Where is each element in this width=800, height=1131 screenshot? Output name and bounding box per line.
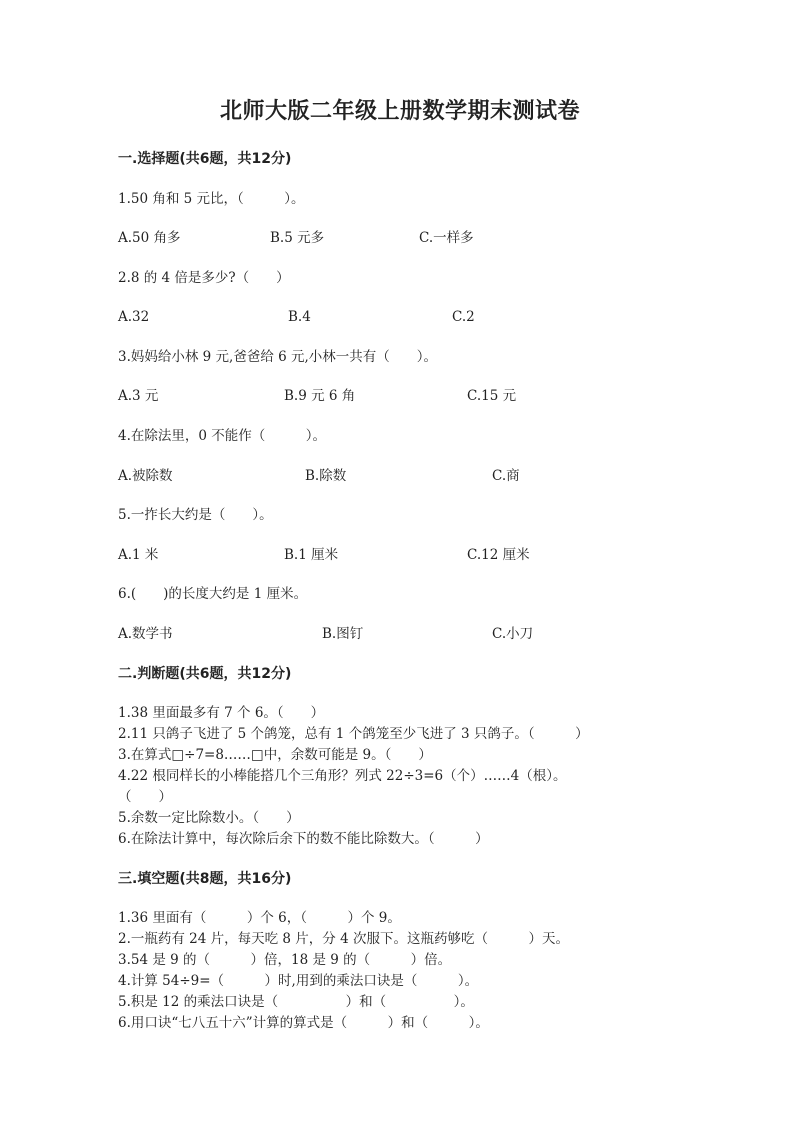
judge-item-3: 3.在算式□÷7=8……□中，余数可能是 9。（ ）	[118, 747, 432, 763]
choice-6-option-a: A.数学书	[118, 626, 173, 642]
choice-3-option-b: B.9 元 6 角	[284, 388, 356, 404]
choice-question-2: 2.8 的 4 倍是多少?（ ）	[118, 270, 290, 286]
choice-2-option-b: B.4	[288, 309, 311, 325]
choice-6-option-b: B.图钉	[322, 626, 364, 642]
choice-6-option-c: C.小刀	[492, 626, 534, 642]
judge-item-5: 5.余数一定比除数小。（ ）	[118, 810, 300, 826]
choice-1-option-c: C.一样多	[419, 230, 474, 246]
page-title: 北师大版二年级上册数学期末测试卷	[219, 99, 580, 124]
choice-4-option-a: A.被除数	[118, 468, 173, 484]
choice-4-option-b: B.除数	[305, 468, 347, 484]
choice-1-option-a: A.50 角多	[118, 230, 181, 246]
judge-item-4: 4.22 根同样长的小棒能搭几个三角形？列式 22÷3=6（个）……4（根）。	[118, 768, 567, 784]
choice-1-option-b: B.5 元多	[270, 230, 325, 246]
fill-item-1: 1.36 里面有（ ）个 6，（ ）个 9。	[118, 910, 401, 926]
choice-question-3: 3.妈妈给小林 9 元,爸爸给 6 元,小林一共有（ ）。	[118, 349, 438, 365]
choice-3-option-c: C.15 元	[467, 388, 517, 404]
fill-item-6: 6.用口诀“七八五十六”计算的算式是（ ）和（ ）。	[118, 1015, 489, 1031]
choice-2-option-c: C.2	[452, 309, 475, 325]
judge-item-4-bracket: （ ）	[118, 789, 172, 805]
choice-5-option-c: C.12 厘米	[467, 547, 530, 563]
section-heading-judge: 二.判断题(共6题，共12分)	[118, 666, 292, 682]
fill-item-5: 5.积是 12 的乘法口诀是（ ）和（ ）。	[118, 994, 474, 1010]
fill-item-2: 2.一瓶药有 24 片，每天吃 8 片，分 4 次服下。这瓶药够吃（ ）天。	[118, 931, 569, 947]
choice-5-option-a: A.1 米	[118, 547, 159, 563]
judge-item-1: 1.38 里面最多有 7 个 6。（ ）	[118, 705, 325, 721]
choice-2-option-a: A.32	[118, 309, 150, 325]
choice-question-4: 4.在除法里，0 不能作（ ）。	[118, 428, 327, 444]
fill-item-3: 3.54 是 9 的（ ）倍，18 是 9 的（ ）倍。	[118, 952, 452, 968]
fill-item-4: 4.计算 54÷9=（ ）时,用到的乘法口诀是（ ）。	[118, 973, 479, 989]
choice-question-1: 1.50 角和 5 元比，（ ）。	[118, 191, 305, 207]
choice-question-6: 6.( )的长度大约是 1 厘米。	[118, 586, 308, 602]
choice-5-option-b: B.1 厘米	[284, 547, 339, 563]
choice-4-option-c: C.商	[492, 468, 520, 484]
section-heading-fill: 三.填空题(共8题，共16分)	[118, 871, 292, 887]
choice-3-option-a: A.3 元	[118, 388, 159, 404]
section-heading-choice: 一.选择题(共6题，共12分)	[118, 151, 292, 167]
choice-question-5: 5.一拃长大约是（ ）。	[118, 507, 273, 523]
judge-item-2: 2.11 只鸽子飞进了 5 个鸽笼，总有 1 个鸽笼至少飞进了 3 只鸽子。（ ）	[118, 726, 589, 742]
judge-item-6: 6.在除法计算中，每次除后余下的数不能比除数大。（ ）	[118, 831, 489, 847]
